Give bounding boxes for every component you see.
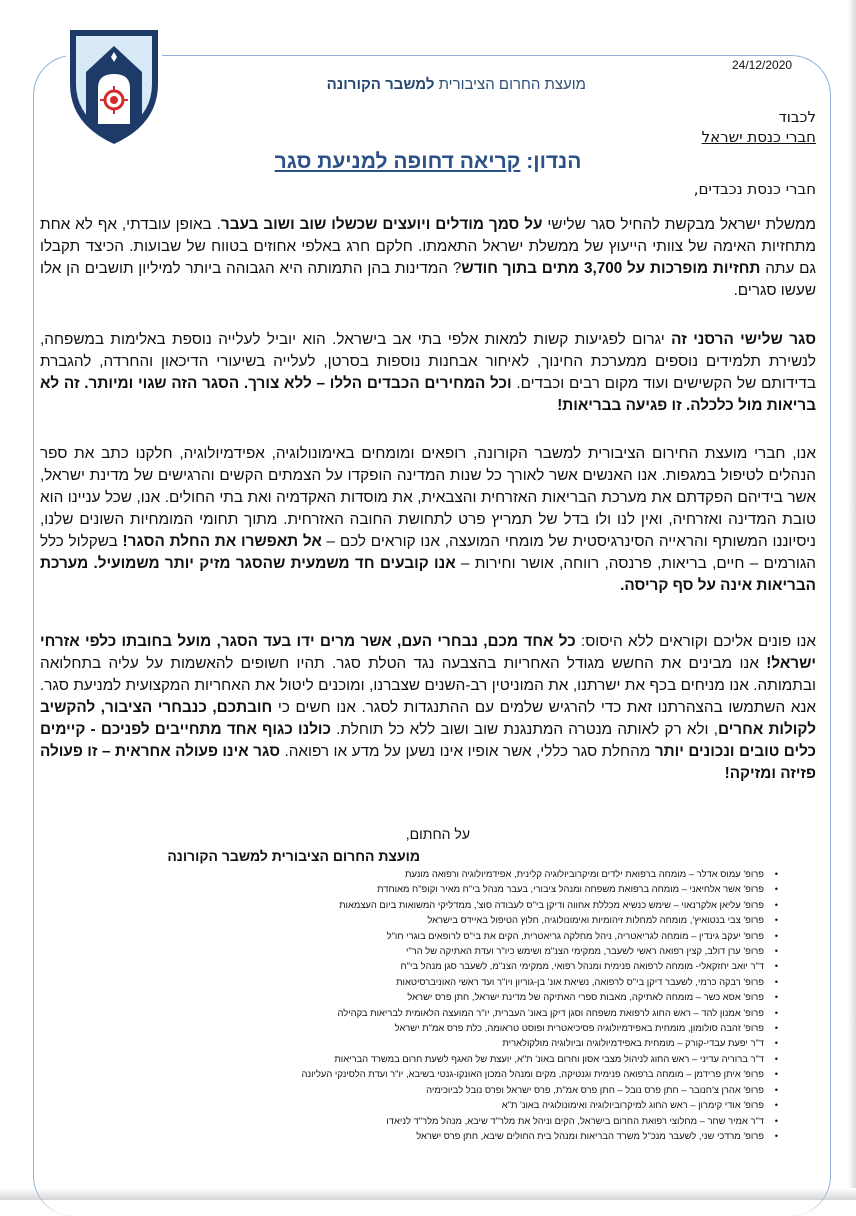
subject-text: קריאה דחופה למניעת סגר xyxy=(274,150,521,173)
paragraph-4 xyxy=(40,631,816,785)
signer-item: • פרופ' אשר אלחיאני – מומחה ברפואת משפחה ומנהל ציבורי, בעבר מנהל בי"ח מאיר וקופ"ח מאוחדת xyxy=(178,881,778,896)
signing-organization: מועצת החרום הציבורית למשבר הקורונה xyxy=(167,848,420,864)
text-run: אנו פונים אליכם וקוראים ללא היסוס: xyxy=(575,633,817,650)
sign-off: על החתום, xyxy=(405,826,470,842)
signer-item: • ד"ר ברוריה עדיני – ראש החוג לניהול מצבי אסון וחרום באונ' ת"א, יועצת של האגף לשעת חרום במשרד הבריאות xyxy=(178,1051,778,1066)
bold-text-run: תחזיות מופרכות על 3,700 מתים בתוך חודש xyxy=(461,260,761,277)
bold-text-run: וכל המחירים הכבדים הללו – ללא צורך. הסגר הזה שגוי ומיותר. זה לא בריאות מול כלכלה. זו פגיעה בבריאות! xyxy=(40,375,816,414)
bold-text-run: כל אחד מכם, נבחרי העם, אשר מרים ידו בעד הסגר, מועל בחובתו כלפי אזרחי ישראל! xyxy=(40,633,816,672)
bold-text-run: חובתכם, כנבחרי הציבור, להקשיב לקולות אחרים xyxy=(40,699,817,738)
text-run: אנו מבינים את החשש מגודל האחריות בהצבעה נגד הטלת סגר. תהיו חשופים להאשמות על עליה בתחלואה ובתמותה. אנו מניחים בכף את ישרתנו, את המוניטין רב-השנים שצברנו, ומוכנים ליטול את האחריות המקצועית למניעת סגר. אנא השתמשו בהצהרתנו זאת כדי להרגיש שלמים עם ההתנגדות לסגר. אנו חשים כי xyxy=(40,655,817,716)
signer-item: • פרופ' אסא כשר – מומחה לאתיקה, מאבות ספרי האתיקה של מדינת ישראל, חתן פרס ישראל xyxy=(178,989,778,1004)
text-run: בשקלול כלל הגורמים – חיים, בריאות, פרנסה, רווחה, אושר וחירות – xyxy=(40,533,816,572)
letter-date: 24/12/2020 xyxy=(732,58,793,72)
recipients: חברי כנסת ישראל xyxy=(701,128,816,146)
signer-item: • פרופ' אהרן צ'חנובר – חתן פרס נובל – חתן פרס אמ"ת, פרס ישראל ופרס נובל לביוכימיה xyxy=(178,1082,778,1097)
signer-item: • ד"ר יואב יחזקאלי- מומחה לרפואה פנימית ומנהל רפואי, ממקימי הצנ"מ, לשעבר סגן מנהל בי"ח xyxy=(178,958,778,973)
signer-item: • פרופ' זהבה סולומון, מומחית באפידמיולוגיה פסיכיאטרית ופוסט טראומה, כלת פרס אמ"ת ישראל xyxy=(178,1020,778,1035)
signer-item: • פרופ' יעקב גינדין – מומחה לגריאטריה, ניהל מחלקה גריאטרית, הקים את בי"ס לרופאים בוגרי חו"ל xyxy=(178,928,778,943)
bold-text-run: על סמך מודלים ויועצים שכשלו שוב ושוב בעבר xyxy=(220,216,543,233)
signer-item: • פרופ' מרדכי שני, לשעבר מנכ"ל משרד הבריאות ומנהל בית החולים שיבא, חתן פרס ישראל xyxy=(178,1128,778,1143)
paragraph-2 xyxy=(40,329,816,417)
signer-item: • פרופ' צבי בנטואיץ', מומחה למחלות זיהומיות ואימונולוגיה, חלוץ הטיפול באיידס בישראל xyxy=(178,912,778,927)
council-logo xyxy=(66,24,162,148)
text-run: ממשלת ישראל מבקשת להחיל סגר שלישי xyxy=(542,216,817,233)
bold-text-run: סגר שלישי הרסני זה xyxy=(671,331,817,348)
signer-item: • פרופ' איתן פרידמן – מומחה ברפואה פנימית וגנטיקה, מקים ומנהל המכון האונקו-גנטי בשיבא, יו"ר ועדת הלסינקי העליונה xyxy=(178,1066,778,1081)
bold-text-run: אנו קובעים חד משמעית שהסגר מזיק יותר משמועיל. מערכת הבריאות אינה על סף קריסה. xyxy=(40,555,816,594)
text-run: ? המדינות בהן התמותה היא הגבוהה ביותר למיליון תושבים הן אלו שעשו סגרים. xyxy=(40,260,816,299)
greeting: חברי כנסת נכבדים, xyxy=(693,180,816,198)
salutation-to: לכבוד xyxy=(778,108,816,126)
signer-item: • ד"ר אמיר שחר – מחלוצי רפואת החרום בישראל, הקים וניהל את מלר"ד שיבא, מנהל מלר"ד לניאדו xyxy=(178,1113,778,1128)
org-name-prefix: מועצת החרום הציבורית xyxy=(434,76,586,93)
signer-item: • פרופ' ערן דולב, קצין רפואה ראשי לשעבר, ממקימי הצנ"מ ושימש כיו"ר ועדת האתיקה של הר"י xyxy=(178,943,778,958)
bold-text-run: אל תאפשרו את החלת הסגר! xyxy=(122,533,322,550)
text-run: יגרום לפגיעות קשות למאות אלפי בתי אב בישראל. הוא יוביל לעלייה נוספת באלימות במשפחה, לנשירת תלמידים נוספים ממערכת החינוך, לאיחור אבחנות נוספות בסרטן, לעלייה בשיעורי הדיכאון והחרדה, להגברת בדידותם של הקשישים ועוד מקום רבים וכבדים. xyxy=(40,331,816,392)
paragraph-3 xyxy=(40,443,816,597)
text-run: מהחלת סגר כללי, אשר אופיו אינו נשען על מדע או רפואה. xyxy=(280,743,655,760)
signer-item: • פרופ' עמוס אדלר – מומחה ברפואת ילדים ומיקרוביולוגיה קלינית, אפידמיולוגיה ורפואה מונעת xyxy=(178,866,778,881)
signer-item: • פרופ' אמנון להד – ראש החוג לרפואת משפחה וסגן דיקן באונ' העברית, יו"ר המועצה הלאומית לבריאות בקהילה xyxy=(178,1005,778,1020)
subject-label: הנדון: xyxy=(526,150,582,173)
page-edge-shadow xyxy=(848,0,856,1200)
text-run: , ולא רק לאותה מנטרה המתנגנת שוב ושוב ללא כל תוחלת. xyxy=(331,721,718,738)
subject-line xyxy=(0,150,856,174)
bold-text-run: כולנו כגוף אחד מתחייבים לפניכם - קיימים כלים טובים ונכונים יותר xyxy=(40,721,816,760)
signer-item: • ד"ר יפעת עבדי-קורק – מומחית באפידמיולוגיה וביולוגיה מולקולארית xyxy=(178,1035,778,1050)
signer-item: • פרופ' אודי קימרון – ראש החוג למיקרוביולוגיה ואימונולוגיה באונ' ת"א xyxy=(178,1097,778,1112)
signers-list xyxy=(178,866,778,1143)
signer-item: • פרופ' עליאן אלקרנאוי – שימש כנשיא מכללת אחווה ודיקן בי"ס לעבודה סוצ', ממדליקי המשואות ביום העצמאות xyxy=(178,897,778,912)
bold-text-run: סגר אינו פעולה אחראית – זו פעולה פזיזה ומזיקה! xyxy=(40,743,816,782)
organization-header xyxy=(327,76,586,93)
org-name-bold: למשבר הקורונה xyxy=(326,76,435,93)
paragraph-1 xyxy=(40,214,816,302)
text-run: . באופן עובדתי, אף לא אחת מתחזיות האימה של צוותי הייעוץ של ממשלת ישראל התאמתו. חלקם חרג באלפי אחוזים בטווח של שבועות. הכיצד תקבלו גם עתה xyxy=(40,216,816,277)
signer-item: • פרופ' רבקה כרמי, לשעבר דיקן בי"ס לרפואה, נשיאת אונ' בן-גוריון ויו"ר ועד ראשי האוניברסיטאות xyxy=(178,974,778,989)
text-run: אנו, חברי מועצת החירום הציבורית למשבר הקורונה, רופאים ומומחים באימונולוגיה, אפידמיולוגיה, חלקנו כתב את ספר הנהלים לטיפול במגפות. אנו האנשים אשר לאורך כל שנות המדינה הופקדו על הצמתים הקשים והרגישים של מדינת ישראל, אשר בידיהם הפקדתם את מערכת הבריאות האזרחית והצבאית, את מוסדות האקדמיה ואת בתי החולים. אנו, שכל עניינו הוא טובת המדינה ואזרחיה, ואין לנו ולו בדל של תמריץ פרט לתחושת החובה האזרחית. מתוך תחומי המומחיות השונים שלנו, ניסיוננו המשותף והראייה הסינרגיסטית של מומחי המועצה, אנו קוראים לכם – xyxy=(40,445,816,550)
